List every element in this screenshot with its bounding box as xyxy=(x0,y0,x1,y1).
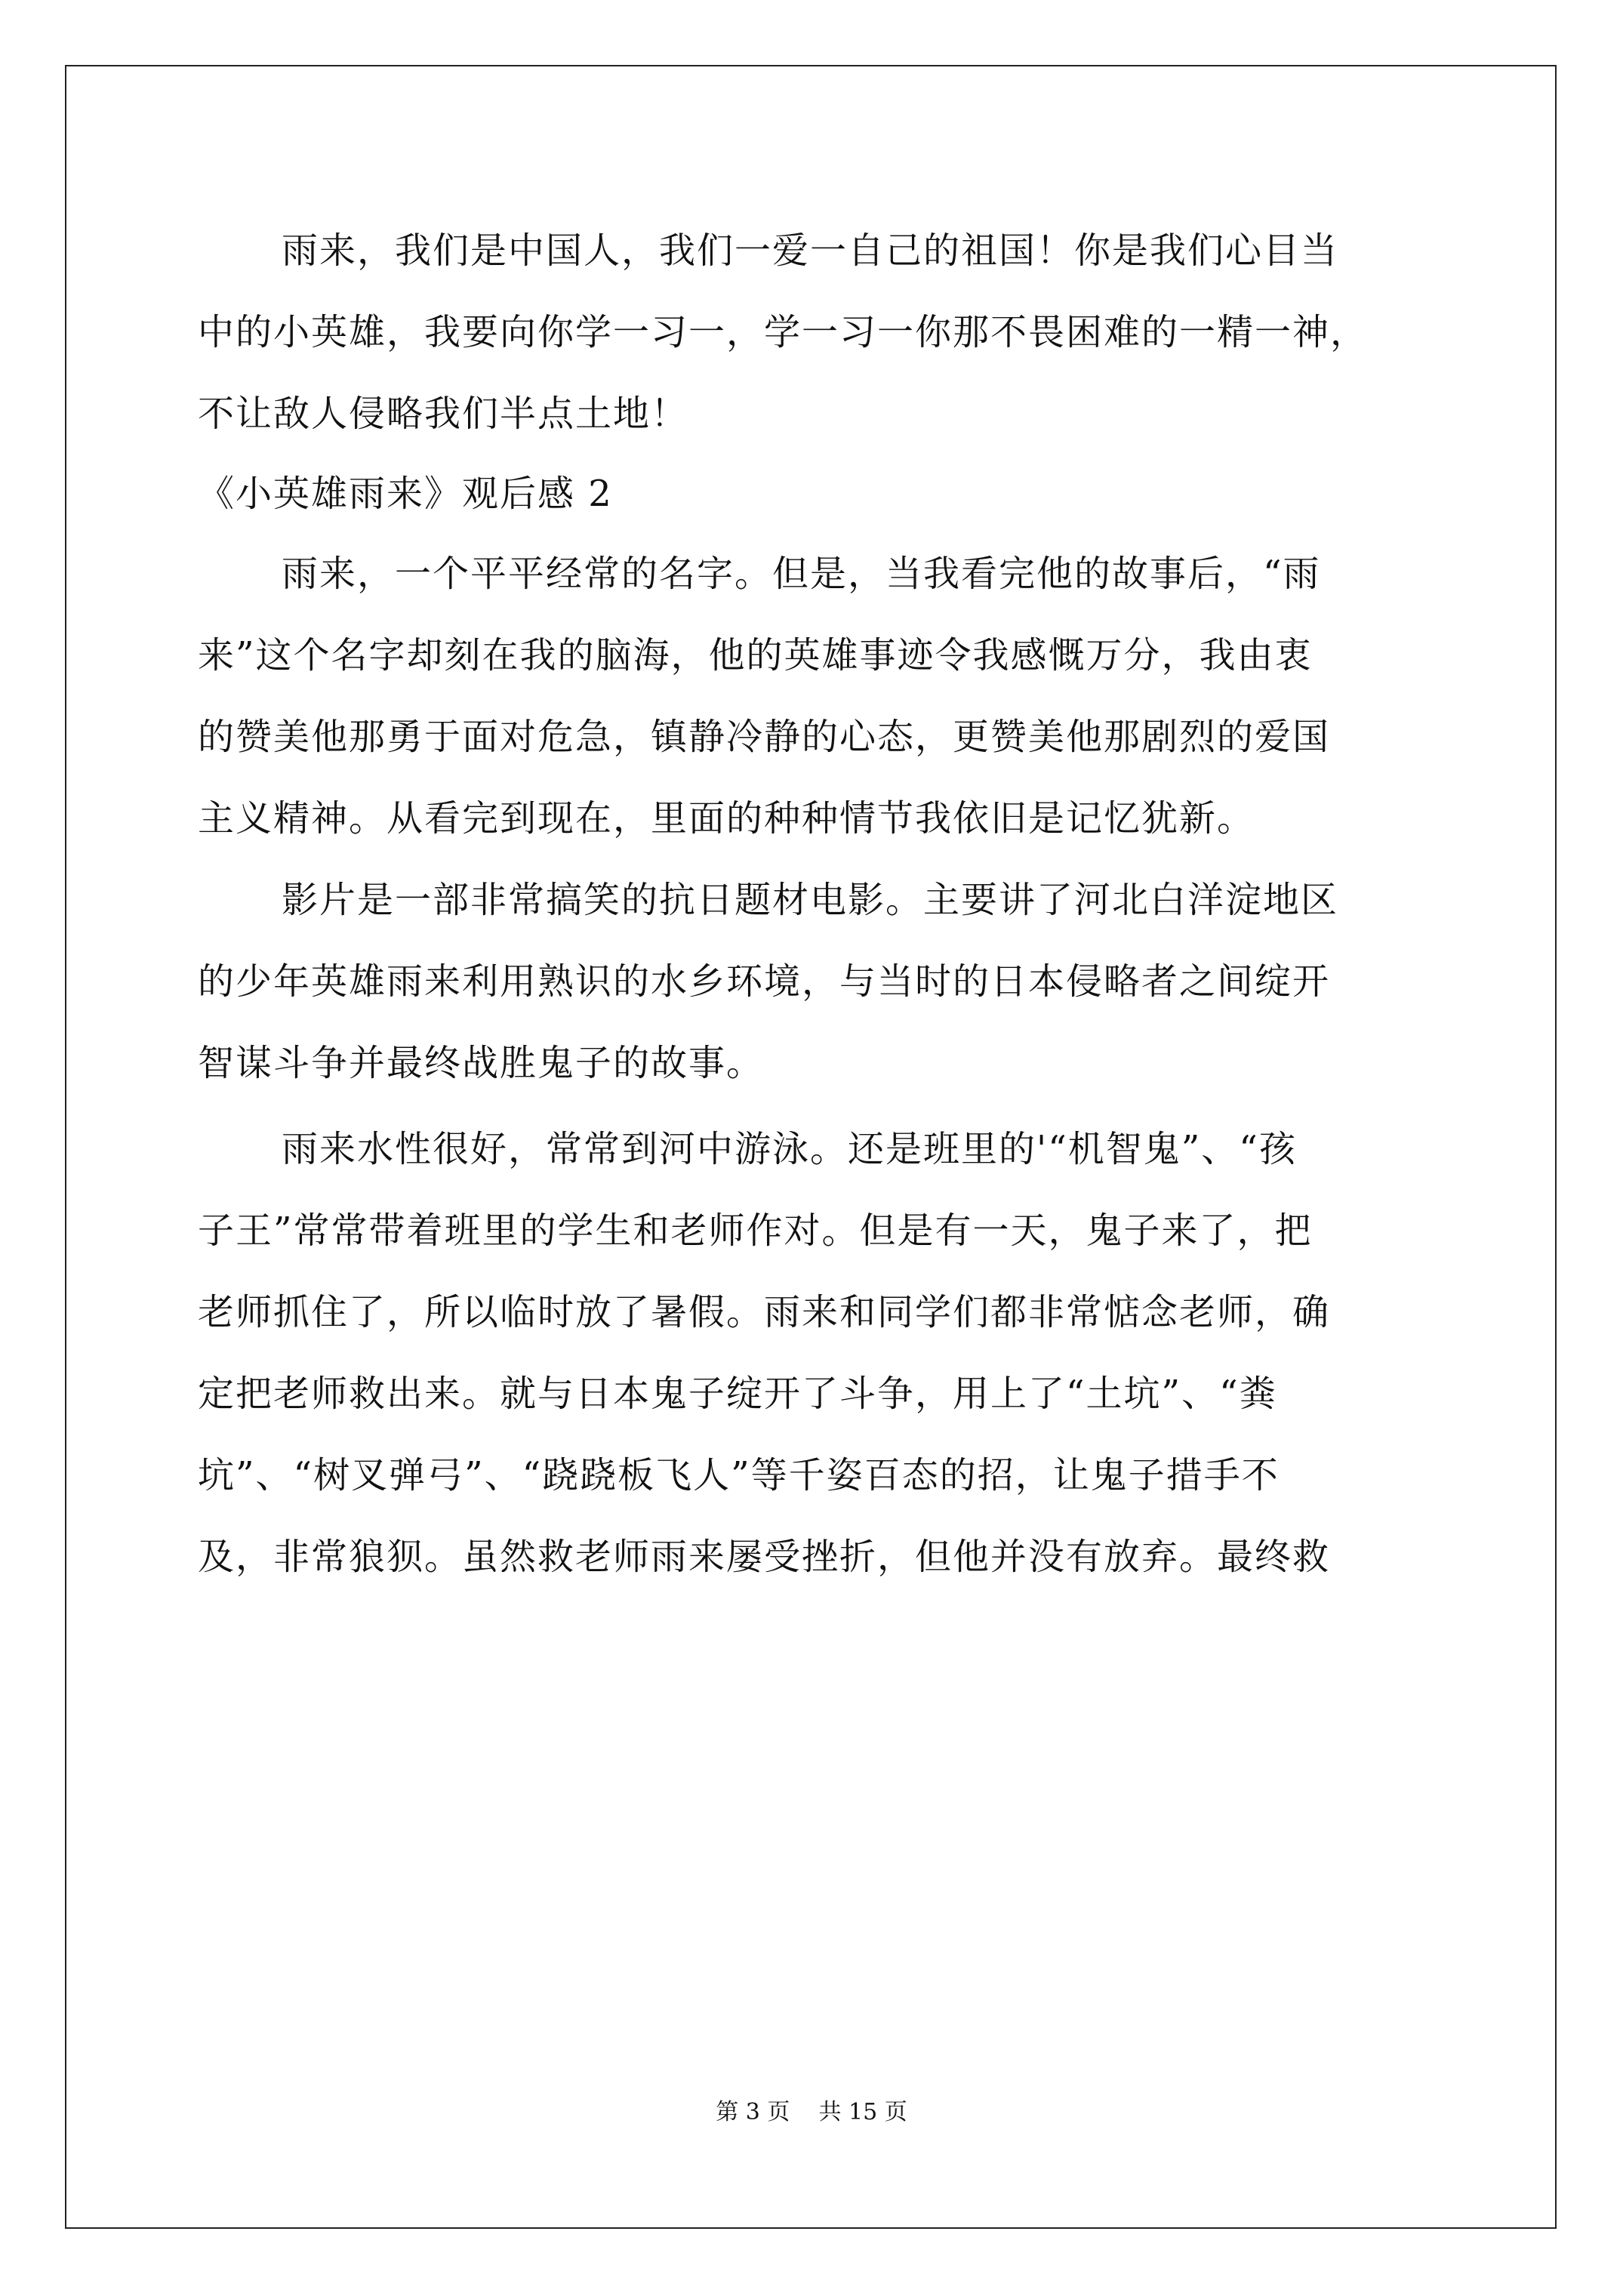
text-line: 来”这个名字却刻在我的脑海，他的英雄事迹令我感慨万分，我由衷 xyxy=(198,634,1313,676)
text-line: 坑”、“树叉弹弓”、“跷跷板飞人”等千姿百态的招，让鬼子措手不 xyxy=(198,1454,1280,1496)
text-line: 子王”常常带着班里的学生和老师作对。但是有一天，鬼子来了，把 xyxy=(198,1210,1313,1252)
text-line: 影片是一部非常搞笑的抗日题材电影。主要讲了河北白洋淀地区 xyxy=(282,879,1339,921)
text-line: 的赞美他那勇于面对危急，镇静冷静的心态，更赞美他那剧烈的爱国 xyxy=(198,716,1331,758)
text-line: 老师抓住了，所以临时放了暑假。雨来和同学们都非常惦念老师，确 xyxy=(198,1291,1331,1333)
text-line: 及，非常狼狈。虽然救老师雨来屡受挫折，但他并没有放弃。最终救 xyxy=(198,1536,1331,1578)
text-line: 定把老师救出来。就与日本鬼子绽开了斗争，用上了“土坑”、“粪 xyxy=(198,1373,1277,1415)
text-line: 中的小英雄，我要向你学一习一，学一习一你那不畏困难的一精一神， xyxy=(198,311,1369,353)
text-line: 雨来水性很好，常常到河中游泳。还是班里的'“机智鬼”、“孩 xyxy=(282,1128,1297,1170)
text-line: 的少年英雄雨来利用熟识的水乡环境，与当时的日本侵略者之间绽开 xyxy=(198,960,1331,1003)
text-line: 雨来，一个平平经常的名字。但是，当我看完他的故事后，“雨 xyxy=(282,553,1321,595)
text-line: 主义精神。从看完到现在，里面的种种情节我依旧是记忆犹新。 xyxy=(198,797,1255,840)
text-line: 智谋斗争并最终战胜鬼子的故事。 xyxy=(198,1042,765,1084)
section-heading: 《小英雄雨来》观后感 2 xyxy=(198,473,613,515)
text-line: 雨来，我们是中国人，我们一爱一自己的祖国！你是我们心目当 xyxy=(282,230,1339,272)
page-number-footer: 第 3 页 共 15 页 xyxy=(716,2099,907,2125)
text-line: 不让敌人侵略我们半点土地！ xyxy=(198,393,689,435)
